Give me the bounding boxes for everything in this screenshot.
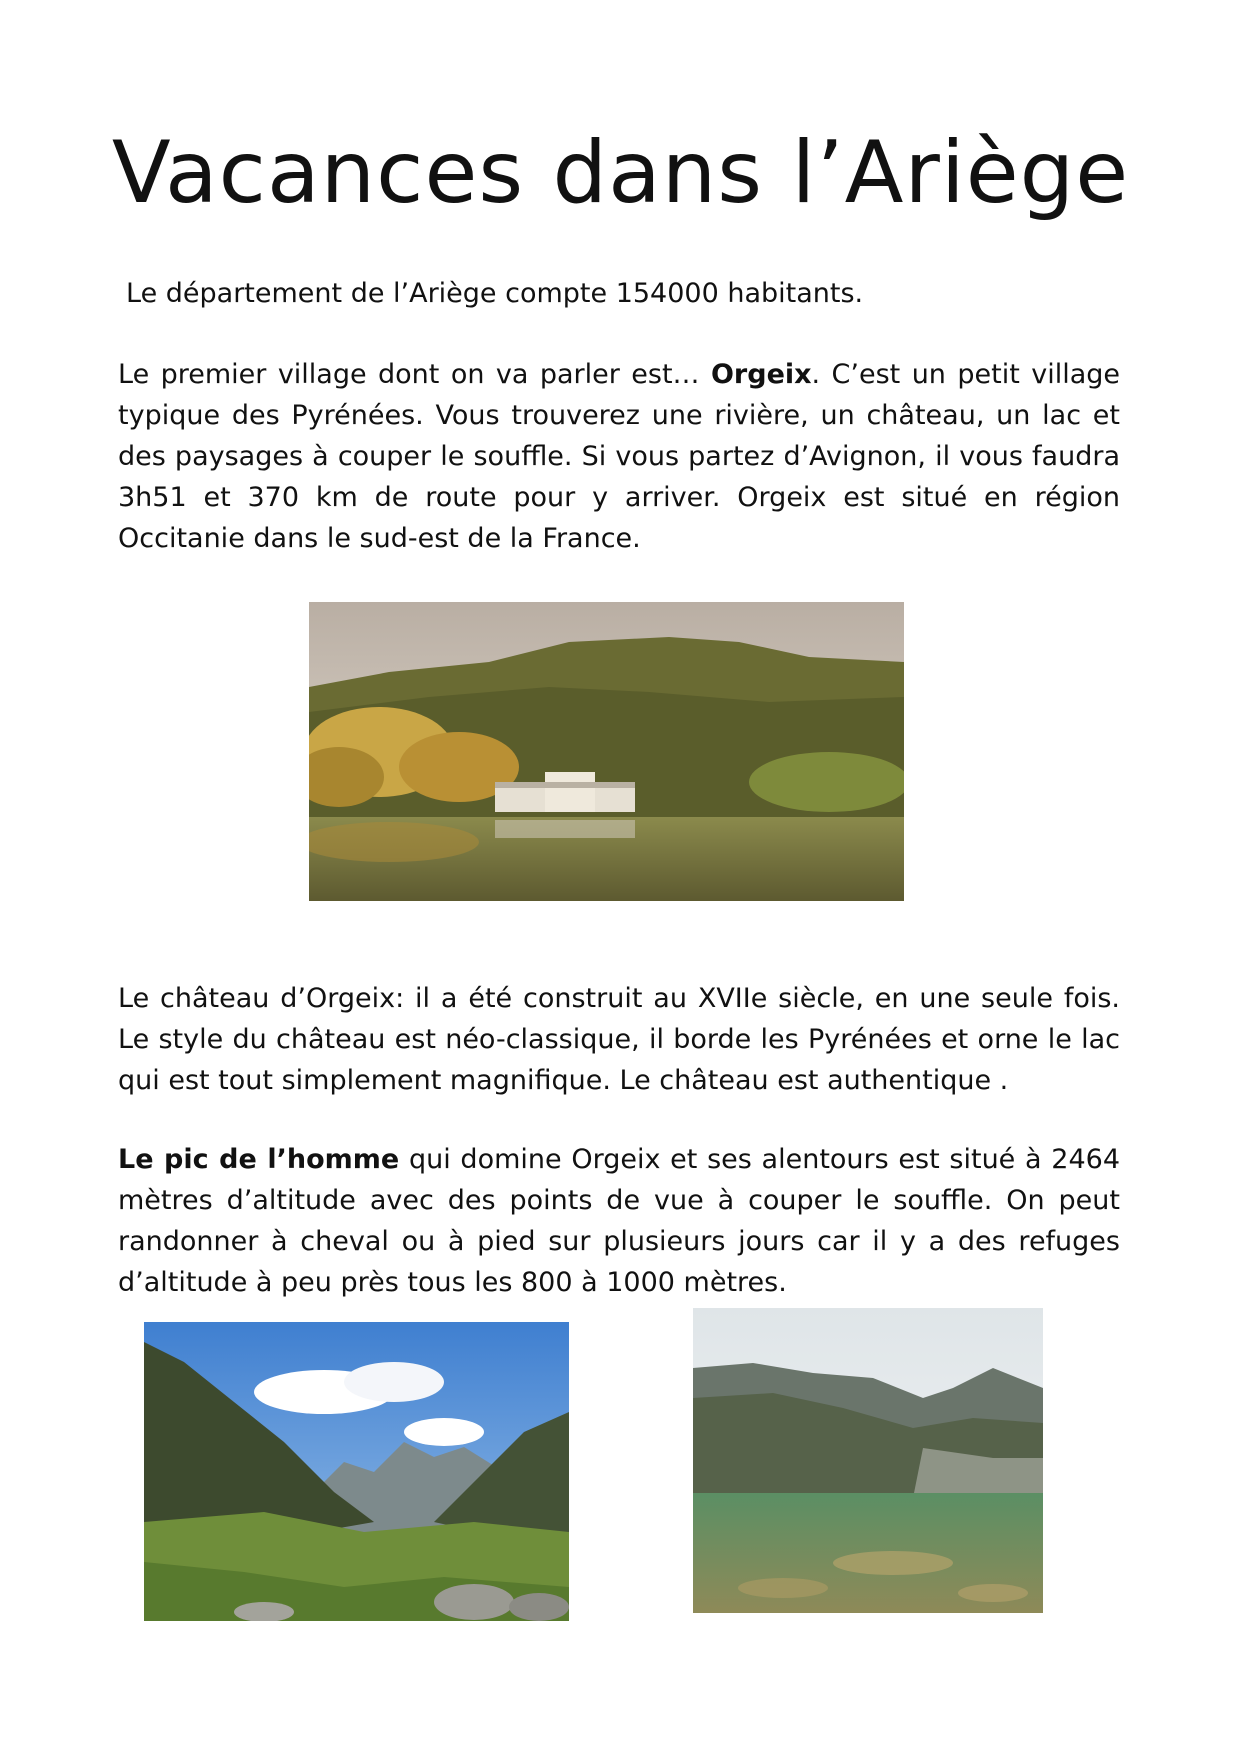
pic-paragraph (118, 1139, 1120, 1303)
orgeix-paragraph (118, 354, 1120, 559)
page-title: Vacances dans l’Ariège (111, 123, 1130, 223)
intro-paragraph: Le département de l’Ariège compte 154000 habitants. (126, 278, 864, 309)
orgeix-name: Orgeix (710, 359, 812, 390)
mountain-valley-photo (144, 1322, 569, 1621)
orgeix-rest: . C’est un petit village typique des Pyrénées. Vous trouverez une rivière, un château, un lac et des paysages à couper le souffle. Si vous partez d’Avignon, il vous faudra 3h51 et 370 km de route pour y arriver. Orgeix est situé en région Occitanie dans le sud-est de la France. (118, 359, 1120, 554)
orgeix-lead: Le premier village dont on va parler est… (118, 359, 711, 390)
pic-name: Le pic de l’homme (118, 1144, 400, 1175)
chateau-lake-photo (309, 602, 904, 901)
mountain-lake-photo (693, 1308, 1043, 1613)
pic-rest: qui domine Orgeix et ses alentours est situé à 2464 mètres d’altitude avec des points de vue à couper le souffle. On peut randonner à cheval ou à pied sur plusieurs jours car il y a des refuges d’altitude à peu près tous les 800 à 1000 mètres. (118, 1144, 1120, 1298)
chateau-paragraph: Le château d’Orgeix: il a été construit au XVIIe siècle, en une seule fois. Le style du château est néo-classique, il borde les Pyrénées et orne le lac qui est tout simplement magnifique. Le château est authentique . (118, 983, 1120, 1096)
